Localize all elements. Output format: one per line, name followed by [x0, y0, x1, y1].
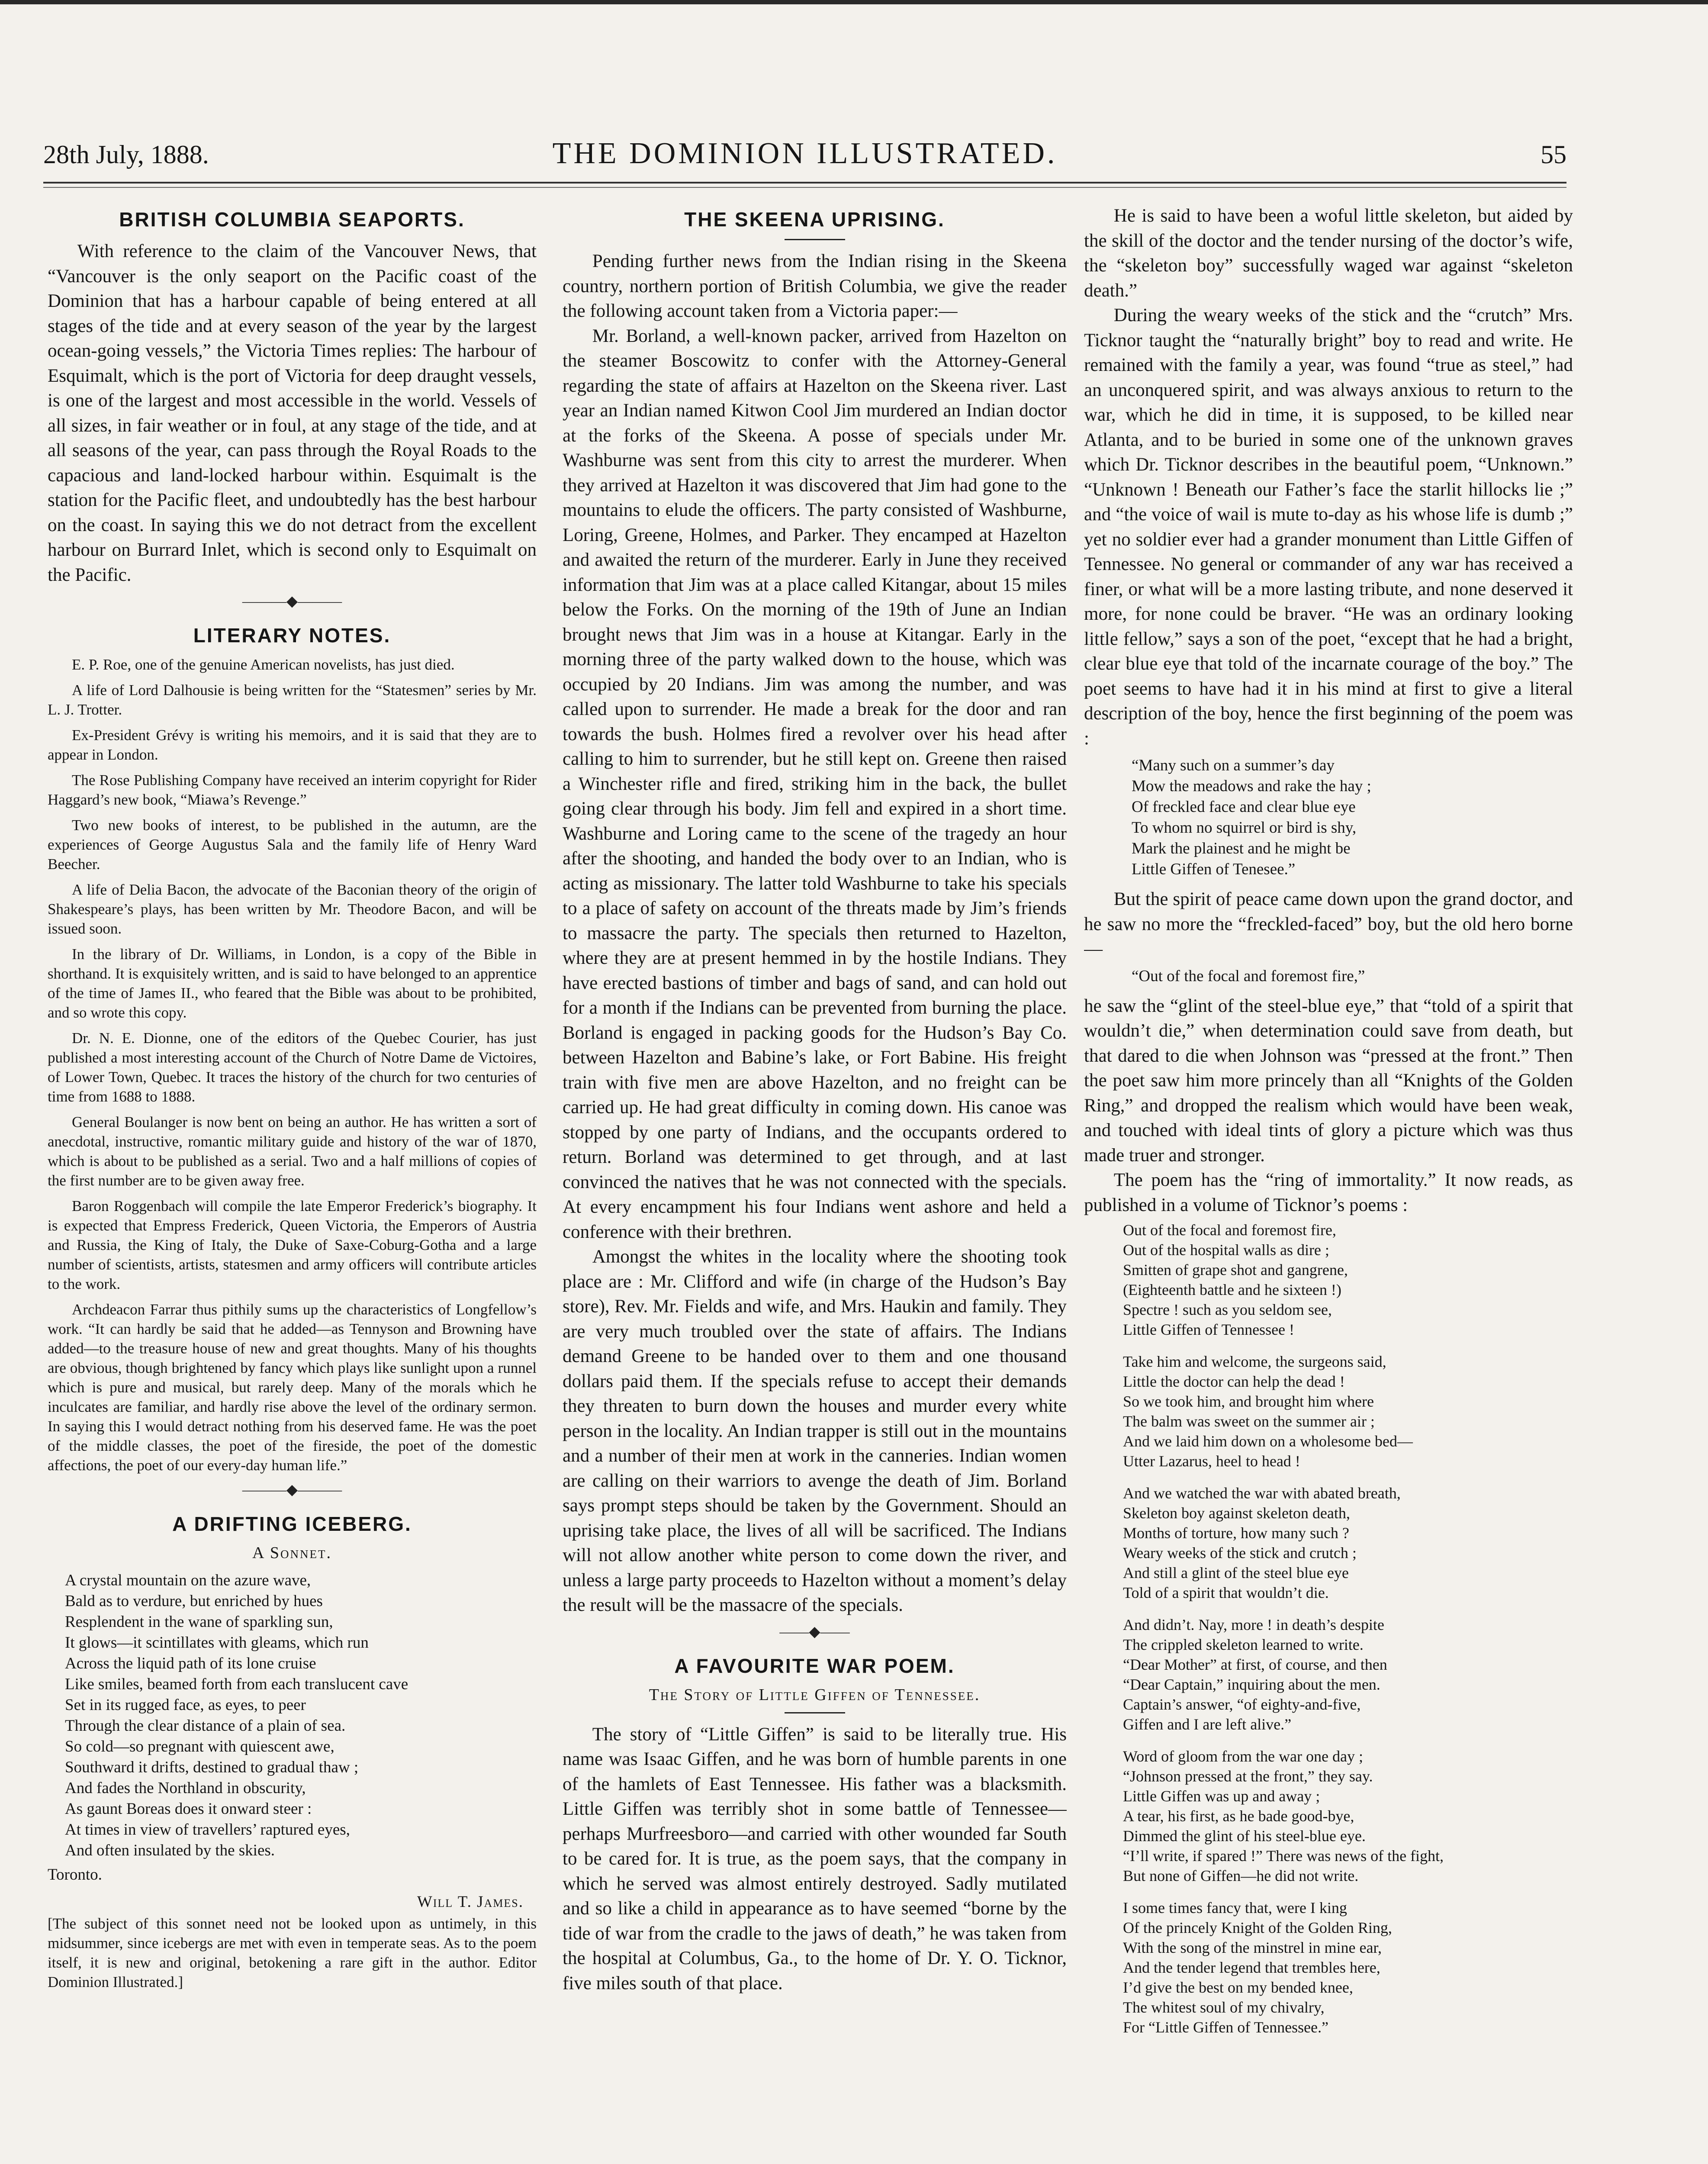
header-rule	[43, 182, 1566, 184]
poem-line: I some times fancy that, were I king	[1123, 1899, 1347, 1916]
poem-line: Little Giffen was up and away ;	[1123, 1787, 1320, 1805]
literary-note: Dr. N. E. Dionne, one of the editors of the Quebec Courier, has just published a most interesting account of the Church of Notre Dame de Victoires, of Lower Town, Quebec. It traces the history of the church for two centuries of time from 1688 to 1888.	[48, 1030, 537, 1105]
poem-line: Set in its rugged face, as eyes, to peer	[65, 1696, 306, 1714]
poem-line: Out of the hospital walls as dire ;	[1123, 1241, 1329, 1259]
poem-line: Skeleton boy against skeleton death,	[1123, 1504, 1350, 1522]
poem-line: As gaunt Boreas does it onward steer :	[65, 1800, 312, 1818]
little-giffen-poem	[1123, 1220, 1573, 2037]
masthead-title: THE DOMINION ILLUSTRATED.	[552, 137, 1058, 170]
poem-line: Dimmed the glint of his steel-blue eye.	[1123, 1827, 1366, 1845]
iceberg-sonnet	[65, 1570, 537, 1861]
poem-stanza	[1123, 1898, 1573, 2037]
poem-line: Like smiles, beamed forth from each translucent cave	[65, 1675, 409, 1693]
column-right	[1084, 203, 1573, 2164]
page-number: 55	[1541, 140, 1566, 169]
poem-line: A crystal mountain on the azure wave,	[65, 1571, 311, 1589]
poem-line: Take him and welcome, the surgeons said,	[1123, 1353, 1386, 1370]
poem-stanza	[1123, 1220, 1573, 1340]
poem-line: Mark the plainest and he might be	[1132, 840, 1351, 857]
literary-notes-list	[48, 655, 537, 1475]
poem-line: It glows—it scintillates with gleams, which run	[65, 1634, 369, 1652]
poem-line: Word of gloom from the war one day ;	[1123, 1748, 1363, 1765]
literary-notes-heading: LITERARY NOTES.	[193, 624, 391, 647]
poem-line: Through the clear distance of a plain of sea.	[65, 1717, 346, 1735]
poem-line: A tear, his first, as he bade good-bye,	[1123, 1807, 1354, 1825]
poem-line: Months of torture, how many such ?	[1123, 1524, 1349, 1542]
poem-line: Of freckled face and clear blue eye	[1132, 798, 1356, 816]
poem-line: And often insulated by the skies.	[65, 1842, 275, 1859]
first-poem-version	[1132, 755, 1573, 880]
poem-stanza	[1123, 1615, 1573, 1734]
literary-note: Ex-President Grévy is writing his memoirs, and it is said that they are to appear in London.	[48, 727, 537, 763]
poem-line: “I’ll write, if spared !” There was news of the fight,	[1123, 1847, 1444, 1865]
poem-line: “Johnson pressed at the front,” they say.	[1123, 1768, 1373, 1785]
poem-line: So we took him, and brought him where	[1123, 1393, 1374, 1410]
poem-line: And fades the Northland in obscurity,	[65, 1779, 306, 1797]
literary-note: A life of Delia Bacon, the advocate of the Baconian theory of the origin of Shakespeare’s plays, has been written by Mr. Theodore Bacon, and will be issued soon.	[48, 881, 537, 937]
section-ornament: ———◆———	[242, 1482, 342, 1498]
header-rule-thin	[43, 187, 1566, 188]
war-poem-heading: A FAVOURITE WAR POEM.	[674, 1654, 955, 1677]
poem-line: And didn’t. Nay, more ! in death’s despite	[1123, 1616, 1384, 1633]
war-poem-paragraph: The poem has the “ring of immortality.” It now reads, as published in a volume of Ticknor’s poems :	[1084, 1170, 1573, 1215]
poem-line: But none of Giffen—he did not write.	[1123, 1867, 1359, 1884]
poem-line: Giffen and I are left alive.”	[1123, 1716, 1292, 1733]
quote-line: “Out of the focal and foremost fire,”	[1132, 967, 1365, 985]
war-poem-paragraph: He is said to have been a woful little skeleton, but aided by the skill of the doctor and the tender nursing of the doctor’s wife, the “skeleton boy” successfully waged war against “skeleton death.”	[1084, 206, 1573, 301]
literary-note: General Boulanger is now bent on being an author. He has written a sort of anecdotal, instructive, romantic military guide and history of the war of 1870, which is about to be published as a serial. Two and a half millions of copies of the first number are to be given away free.	[48, 1114, 537, 1189]
literary-note: In the library of Dr. Williams, in London, is a copy of the Bible in shorthand. It is exquisitely written, and is said to have belonged to an apprentice of the time of James II., who feared that the Bible was about to be prohibited, and so wrote this copy.	[48, 946, 537, 1021]
poem-line: And we laid him down on a wholesome bed—	[1123, 1433, 1413, 1450]
poem-line: Little the doctor can help the dead !	[1123, 1373, 1345, 1390]
issue-date: 28th July, 1888.	[43, 140, 209, 169]
poem-line: Little Giffen of Tenesee.”	[1132, 860, 1296, 878]
war-poem-intro: The story of “Little Giffen” is said to be literally true. His name was Isaac Giffen, and he was born of humble parents in one of the hamlets of East Tennessee. His father was a blacksmith. Little Giffen was terribly shot in some battle of Tennessee—perhaps Murfreesboro—and carried with other wounded far South to be cared for. It is true, as the poem says, that the company in which he served was almost entirely destroyed. Sadly mutilated and so like a child in appearance as to have seemed “borne by the tide of war from the cradle to the jaws of death,” he was taken from the hospital at Columbus, Ga., to the home of Dr. Y. O. Ticknor, five miles south of that place.	[563, 1724, 1067, 1993]
poem-line: Little Giffen of Tennessee !	[1123, 1321, 1295, 1338]
poem-line: Told of a spirit that wouldn’t die.	[1123, 1584, 1329, 1601]
section-ornament: ——◆——	[779, 1623, 850, 1640]
top-border-rule	[0, 0, 1708, 4]
poem-line: Out of the focal and foremost fire,	[1123, 1221, 1336, 1239]
section-ornament: ———◆———	[242, 593, 342, 609]
poem-line: Of the princely Knight of the Golden Ring,	[1123, 1919, 1392, 1936]
poem-line: I’d give the best on my bended knee,	[1123, 1979, 1353, 1996]
iceberg-subheading: A Sonnet.	[252, 1544, 332, 1562]
literary-note: The Rose Publishing Company have received an interim copyright for Rider Haggard’s new book, “Miawa’s Revenge.”	[48, 772, 537, 808]
poem-line: Weary weeks of the stick and crutch ;	[1123, 1544, 1357, 1562]
poem-author: Will T. James.	[417, 1893, 524, 1911]
heading-rule	[785, 1712, 845, 1713]
poem-stanza	[1123, 1483, 1573, 1603]
skeena-paragraph: Pending further news from the Indian rising in the Skeena country, northern portion of British Columbia, we give the reader the following account taken from a Victoria paper:—	[563, 251, 1067, 321]
war-poem-paragraph: During the weary weeks of the stick and the “crutch” Mrs. Ticknor taught the “naturally bright” boy to read and write. He remained with the family a year, was found “true as steel,” had an unconquered spirit, and was always anxious to return to the war, which he did in time, it is supposed, to be killed near Atlanta, and to be buried in some one of the unknown graves which Dr. Ticknor describes in the beautiful poem, “Unknown.” “Unknown ! Beneath our Father’s face the starlit hillocks lie ;” and “the voice of wail is mute to-day as his whose life is dumb ;” yet no soldier ever had a grander monument than Little Giffen of Tennessee. No general or commander of any war has received a finer, or what will be a more lasting tribute, and none deserved it more, for none could be braver. “He was an ordinary looking little fellow,” says a son of the poet, “except that he had a bright, clear blue eye that told of the incarnate courage of the boy.” The poet seems to have had it in his mind at first to give a literal description of the boy, hence the first beginning of the poem was :	[1084, 305, 1573, 749]
poem-line: The balm was sweet on the summer air ;	[1123, 1413, 1375, 1430]
war-poem-subheading: The Story of Little Giffen of Tennessee.	[649, 1685, 981, 1704]
skeena-paragraph: Mr. Borland, a well-known packer, arrived from Hazelton on the steamer Boscowitz to confer with the Attorney-General regarding the state of affairs at Hazelton on the Skeena river. Last year an Indian named Kitwon Cool Jim murdered an Indian doctor at the forks of the Skeena. A posse of specials under Mr. Washburne was sent from this city to arrest the murderer. When they arrived at Hazelton it was discovered that Jim had gone to the mountains to elude the officers. The party consisted of Washburne, Loring, Greene, Holmes, and Parker. They encamped at Hazelton and awaited the return of the murderer. Early in June they received information that Jim was at a place called Kitangar, about 15 miles below the Forks. On the morning of the 19th of June an Indian brought news that Jim was in a house at Kitangar. Early in the morning three of the party walked down to the house, which was occupied by 20 Indians. Jim was among the number, and was called upon to surrender. He made a break for the door and ran towards the bush. Holmes fired a revolver over his head after calling to him to surrender, but he still kept on. Greene then raised a Winchester rifle and fired, striking him in the back, the bullet going clear through his body. Jim fell and expired in a short time. Washburne and Loring came to the scene of the tragedy an hour after the shooting, and handed the body over to an Indian, who is acting as missionary. The latter told Washburne to take his specials to a place of safety on account of the threats made by Jim’s friends to massacre the party. The specials then returned to Hazelton, where they are at present hemmed in by the hostile Indians. They have erected bastions of timber and bags of sand, and can hold out for a month if the Indians can be prevented from burning the place. Borland is engaged in packing goods for the Hudson’s Bay Co. between Hazelton and Babine’s lake, or Fort Babine. His freight train with five men are above Hazelton, and no freight can be carried up. He had great difficulty in coming down. His canoe was stopped by one party of Indians, and the occupants ordered to return. Borland was determined to get through, and at last convinced the natives that he was not connected with the specials. At every encampment his four Indians went ashore and held a conference with their brethren.	[563, 325, 1067, 1242]
poem-line: And we watched the war with abated breath,	[1123, 1485, 1401, 1502]
war-poem-paragraph: But the spirit of peace came down upon the grand doctor, and he saw no more the “freckled-faced” boy, but the old hero borne—	[1084, 889, 1573, 959]
heading-rule	[785, 239, 845, 240]
literary-note: A life of Lord Dalhousie is being written for the “Statesmen” series by Mr. L. J. Trotter.	[48, 682, 537, 718]
poem-line: The whitest soul of my chivalry,	[1123, 1999, 1325, 2016]
poem-line: And still a glint of the steel blue eye	[1123, 1564, 1349, 1581]
seaports-text: With reference to the claim of the Vancouver News, that “Vancouver is the only seaport on the Pacific coast of the Dominion that has a harbour capable of being entered at all stages of the tide and at every season of the year by the largest ocean-going vessels,” the Victoria Times replies: The harbour of Esquimalt, which is the port of Victoria for deep draught vessels, is one of the largest and most accessible in the world. Vessels of all sizes, in fair weather or in foul, at any stage of the tide, and at all seasons of the year, can pass through the Royal Roads to the capacious and land-locked harbour within. Esquimalt is the station for the Pacific fleet, and undoubtedly has the best harbour on the coast. In saying this we do not detract from the excellent harbour on Burrard Inlet, which is second only to Esquimalt on the Pacific.	[48, 241, 537, 585]
skeena-heading: THE SKEENA UPRISING.	[684, 208, 945, 231]
literary-note: E. P. Roe, one of the genuine American novelists, has just died.	[72, 656, 455, 673]
iceberg-heading: A DRIFTING ICEBERG.	[172, 1513, 412, 1535]
poem-line: So cold—so pregnant with quiescent awe,	[65, 1738, 335, 1755]
literary-note: Baron Roggenbach will compile the late Emperor Frederick’s biography. It is expected that Empress Frederick, Queen Victoria, the Emperors of Austria and Russia, the King of Italy, the Duke of Saxe-Coburg-Gotha and a large number of scientists, artists, statesmen and army officers will contribute articles to the work.	[48, 1198, 537, 1292]
column-middle	[563, 203, 1067, 2164]
poem-line: “Dear Captain,” inquiring about the men.	[1123, 1676, 1380, 1693]
poem-line: With the song of the minstrel in mine ear,	[1123, 1939, 1382, 1956]
war-poem-paragraph: he saw the “glint of the steel-blue eye,” that “told of a spirit that wouldn’t die,” when determination could save from death, but that dared to die when Johnson was “pressed at the front.” Then the poet saw him more princely than all “Knights of the Golden Ring,” and dropped the realism which would have been weak, and touched with ideal tints of glory a picture which was thus made truer and stronger.	[1084, 995, 1573, 1166]
poem-line: And the tender legend that trembles here,	[1123, 1959, 1380, 1976]
poem-line: For “Little Giffen of Tennessee.”	[1123, 2019, 1328, 2036]
literary-note: Archdeacon Farrar thus pithily sums up the characteristics of Longfellow’s work. “It can hardly be said that he added—as Tennyson and Browning have added—to the treasure house of new and great thoughts. Many of his thoughts are obvious, though brightened by fancy which plays like sunlight upon a runnel which is pure and musical, but rarely deep. Many of the morals which he inculcates are familiar, and hardly rise above the level of the ordinary sermon. In saying this I would detract nothing from his deserved fame. He was the poet of the middle classes, the poet of the fireside, the poet of the domestic affections, the poet of our every-day human life.”	[48, 1301, 537, 1474]
poem-line: (Eighteenth battle and he sixteen !)	[1123, 1281, 1341, 1298]
poem-line: Resplendent in the wane of sparkling sun,	[65, 1613, 333, 1631]
skeena-paragraph: Amongst the whites in the locality where the shooting took place are : Mr. Clifford and wife (in charge of the Hudson’s Bay store), Rev. Mr. Fields and wife, and Mrs. Haukin and family. They are very much troubled over the state of affairs. The Indians demand Greene to be handed over to them and one thousand dollars paid them. If the specials refuse to accept their demands they threaten to burn down the houses and murder every white person in the locality. An Indian trapper is still out in the mountains and a number of their men at work in the canneries. Indian women are calling on their warriors to avenge the death of Jim. Borland says prompt steps should be taken by the Government. Should an uprising take place, the lives of all will be sacrificed. The Indians will not allow another white person to come down the river, and unless a large party proceeds to Hazelton without a moment’s delay the result will be the massacre of the specials.	[563, 1246, 1067, 1615]
poem-line: To whom no squirrel or bird is shy,	[1132, 819, 1357, 837]
poem-line: “Dear Mother” at first, of course, and then	[1123, 1656, 1387, 1673]
poem-line: Smitten of grape shot and gangrene,	[1123, 1261, 1348, 1278]
poem-line: Bald as to verdure, but enriched by hues	[65, 1592, 323, 1610]
literary-note: Two new books of interest, to be published in the autumn, are the experiences of George Augustus Sala and the family life of Henry Ward Beecher.	[48, 817, 537, 873]
page-header	[43, 132, 1566, 180]
poem-line: Across the liquid path of its lone cruise	[65, 1655, 316, 1672]
poem-line: Spectre ! such as you seldom see,	[1123, 1301, 1332, 1318]
poem-line: At times in view of travellers’ raptured eyes,	[65, 1821, 350, 1839]
poem-place: Toronto.	[48, 1866, 102, 1884]
poem-stanza	[1123, 1746, 1573, 1886]
poem-line: Mow the meadows and rake the hay ;	[1132, 777, 1371, 795]
poem-line: Utter Lazarus, heel to head !	[1123, 1452, 1300, 1470]
editorial-note: [The subject of this sonnet need not be looked upon as untimely, in this midsummer, since icebergs are met with even in temperate seas. As to the poem itself, it is new and original, betokening a rare gift in the author. Editor Dominion Illustrated.]	[48, 1915, 537, 1990]
column-left	[48, 203, 537, 2164]
seaports-heading: BRITISH COLUMBIA SEAPORTS.	[119, 208, 465, 231]
poem-line: “Many such on a summer’s day	[1132, 757, 1335, 774]
poem-line: Captain’s answer, “of eighty-and-five,	[1123, 1696, 1361, 1713]
poem-line: Southward it drifts, destined to gradual thaw ;	[65, 1758, 359, 1776]
poem-line: The crippled skeleton learned to write.	[1123, 1636, 1364, 1653]
poem-stanza	[1123, 1352, 1573, 1471]
